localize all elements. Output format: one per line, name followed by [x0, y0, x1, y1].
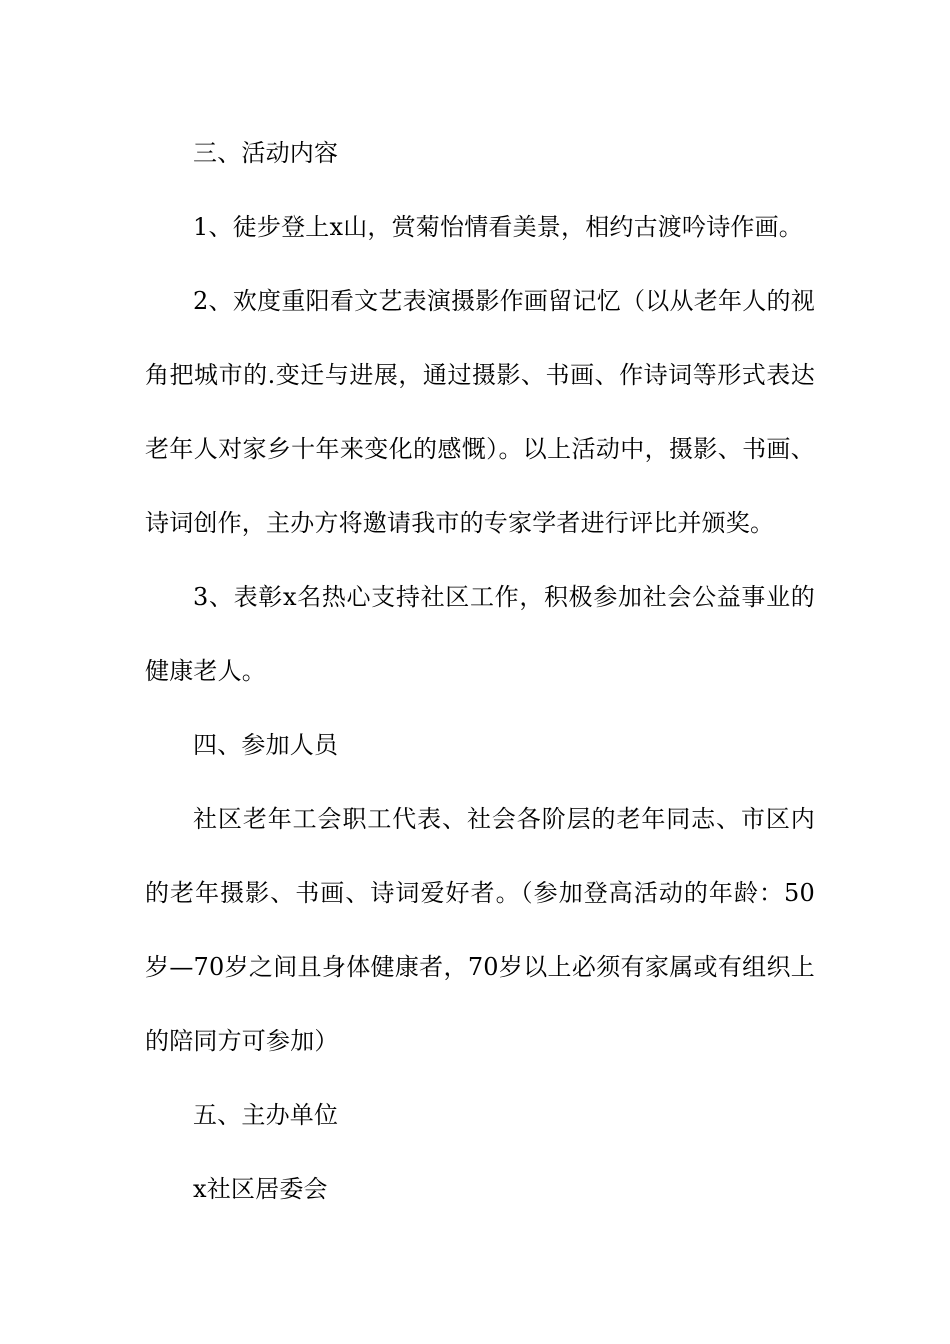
- activity-item-1: 1、徒步登上x山，赏菊怡情看美景，相约古渡吟诗作画。: [193, 213, 804, 241]
- activity-item-2: 2、欢度重阳看文艺表演摄影作画留记忆（以从老年人的视角把城市的.变迁与进展，通过摄影、书画、作诗词等形式表达老年人对家乡十年来变化的感慨）。以上活动中，摄影、书画、诗词创作，主办方将邀请我市的专家学者进行评比并颁奖。: [145, 287, 815, 537]
- section-heading-activity-content: 三、活动内容: [193, 139, 339, 167]
- activity-item-3: 3、表彰x名热心支持社区工作，积极参加社会公益事业的健康老人。: [145, 583, 815, 685]
- document-body: [145, 116, 815, 1226]
- section-heading-participants: 四、参加人员: [193, 731, 339, 759]
- participants-paragraph: 社区老年工会职工代表、社会各阶层的老年同志、市区内的老年摄影、书画、诗词爱好者。（参加登高活动的年龄：50岁—70岁之间且身体健康者，70岁以上必须有家属或有组织上的陪同方可参加）: [145, 805, 815, 1055]
- organizer-paragraph: x社区居委会: [193, 1175, 328, 1203]
- section-heading-organizer: 五、主办单位: [193, 1101, 339, 1129]
